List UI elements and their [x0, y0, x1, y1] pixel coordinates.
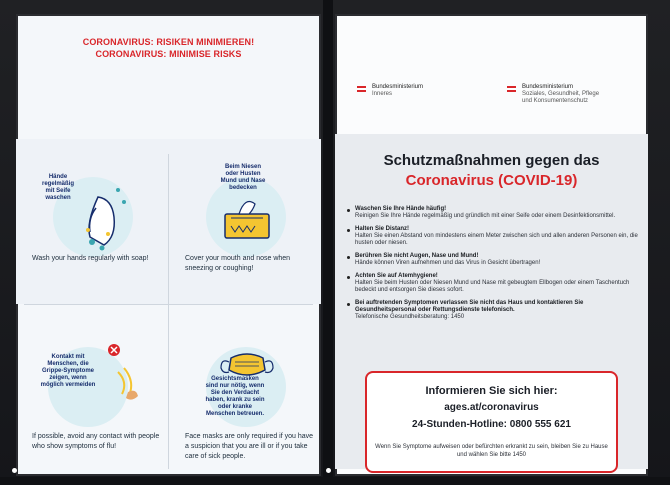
bubble-text-wash: Hände regelmäßig mit Seife waschen — [41, 174, 74, 201]
caption-cover: Cover your mouth and nose when sneezing or coughing! — [185, 255, 291, 272]
logo-sm-line1: Bundesministerium — [522, 84, 574, 90]
cell-wash-hands — [16, 144, 168, 304]
logo-bmi-line2: Inneres — [372, 91, 393, 97]
info-url: ages.at/coronavirus — [444, 402, 539, 413]
list-item — [345, 300, 638, 321]
status-led-right — [326, 468, 331, 473]
left-title — [16, 36, 321, 60]
caption-masks: Face masks are only required if you have a suspicion that you are ill or if you take care of sick people. — [185, 433, 314, 460]
screen-bezel-divider — [323, 0, 333, 485]
cell-cover-mouth — [169, 144, 321, 304]
rule-body: Telefonische Gesundheitsberatung: 1450 — [355, 314, 465, 320]
bullet-icon — [347, 209, 350, 212]
headline-line2: Coronavirus (COVID-19) — [405, 172, 578, 189]
bubble-text-avoid: Kontakt mit Menschen, die Grippe-Symptome zeigen, wenn möglich vermeiden — [40, 354, 96, 388]
list-item — [345, 226, 638, 247]
list-item — [345, 253, 638, 267]
bullet-icon — [347, 303, 350, 306]
cell-face-masks — [169, 314, 321, 474]
status-led-left — [12, 468, 17, 473]
left-screen — [16, 14, 321, 476]
info-box — [365, 371, 618, 473]
rule-title: Berühren Sie nicht Augen, Nase und Mund! — [355, 253, 479, 259]
bubble-text-cover: Beim Niesen oder Husten Mund und Nase bedecken — [220, 164, 266, 191]
logo-bmi — [357, 84, 423, 98]
bullet-icon — [347, 256, 350, 259]
caption-avoid: If possible, avoid any contact with people who show symptoms of flu! — [32, 433, 160, 450]
bullet-icon — [347, 229, 350, 232]
rule-title: Halten Sie Distanz! — [355, 226, 410, 232]
logo-sm-line3: und Konsumentenschutz — [522, 98, 589, 104]
bottom-bezel — [0, 477, 670, 485]
austria-flag-icon — [357, 86, 366, 92]
logo-sozialministerium — [507, 84, 599, 105]
headline-line1: Schutzmaßnahmen gegen das — [383, 152, 600, 169]
info-hotline: 24-Stunden-Hotline: 0800 555 621 — [412, 419, 571, 430]
rule-body: Halten Sie einen Abstand von mindestens einem Meter zwischen sich und allen anderen Personen ein, die husten oder niesen. — [355, 233, 638, 246]
list-item — [345, 206, 638, 220]
logo-sm-line2: Soziales, Gesundheit, Pflege — [522, 91, 600, 97]
rule-title: Waschen Sie Ihre Hände häufig! — [355, 206, 447, 212]
title-en: CORONAVIRUS: MINIMISE RISKS — [95, 49, 242, 59]
bubble-text-masks: Gesichtsmasken sind nur nötig, wenn Sie den Verdacht haben, krank zu sein oder kranke Menschen betreuen. — [205, 376, 265, 417]
info-note: Wenn Sie Symptome aufweisen oder befürchten erkrankt zu sein, bleiben Sie zu Hause und wählen Sie bitte 1450 — [375, 444, 608, 458]
cell-avoid-contact — [16, 314, 168, 474]
rule-body: Hände können Viren aufnehmen und das Virus in Gesicht übertragen! — [355, 260, 541, 266]
info-title: Informieren Sie sich hier: — [425, 385, 558, 397]
austria-flag-icon — [507, 86, 516, 92]
measures-list — [345, 206, 638, 327]
rule-title: Achten Sie auf Atemhygiene! — [355, 273, 438, 279]
caption-wash: Wash your hands regularly with soap! — [32, 255, 149, 262]
headline — [335, 151, 648, 191]
rule-body: Reinigen Sie Ihre Hände regelmäßig und gründlich mit einer Seife oder einem Desinfektionsmittel. — [355, 213, 616, 219]
list-item — [345, 273, 638, 294]
right-screen — [335, 14, 648, 476]
logo-bmi-line1: Bundesministerium — [372, 84, 424, 90]
title-de: CORONAVIRUS: RISIKEN MINIMIEREN! — [82, 37, 255, 47]
bullet-icon — [347, 276, 350, 279]
rule-title: Bei auftretenden Symptomen verlassen Sie nicht das Haus und kontaktieren Sie Gesundheitspersonal oder Rettungsdienste telefonisch. — [355, 300, 584, 313]
rule-body: Halten Sie beim Husten oder Niesen Mund und Nase mit gebeugtem Ellbogen oder einem Taschentuch bedeckt und entsorgen Sie dieses sofort. — [355, 280, 630, 293]
